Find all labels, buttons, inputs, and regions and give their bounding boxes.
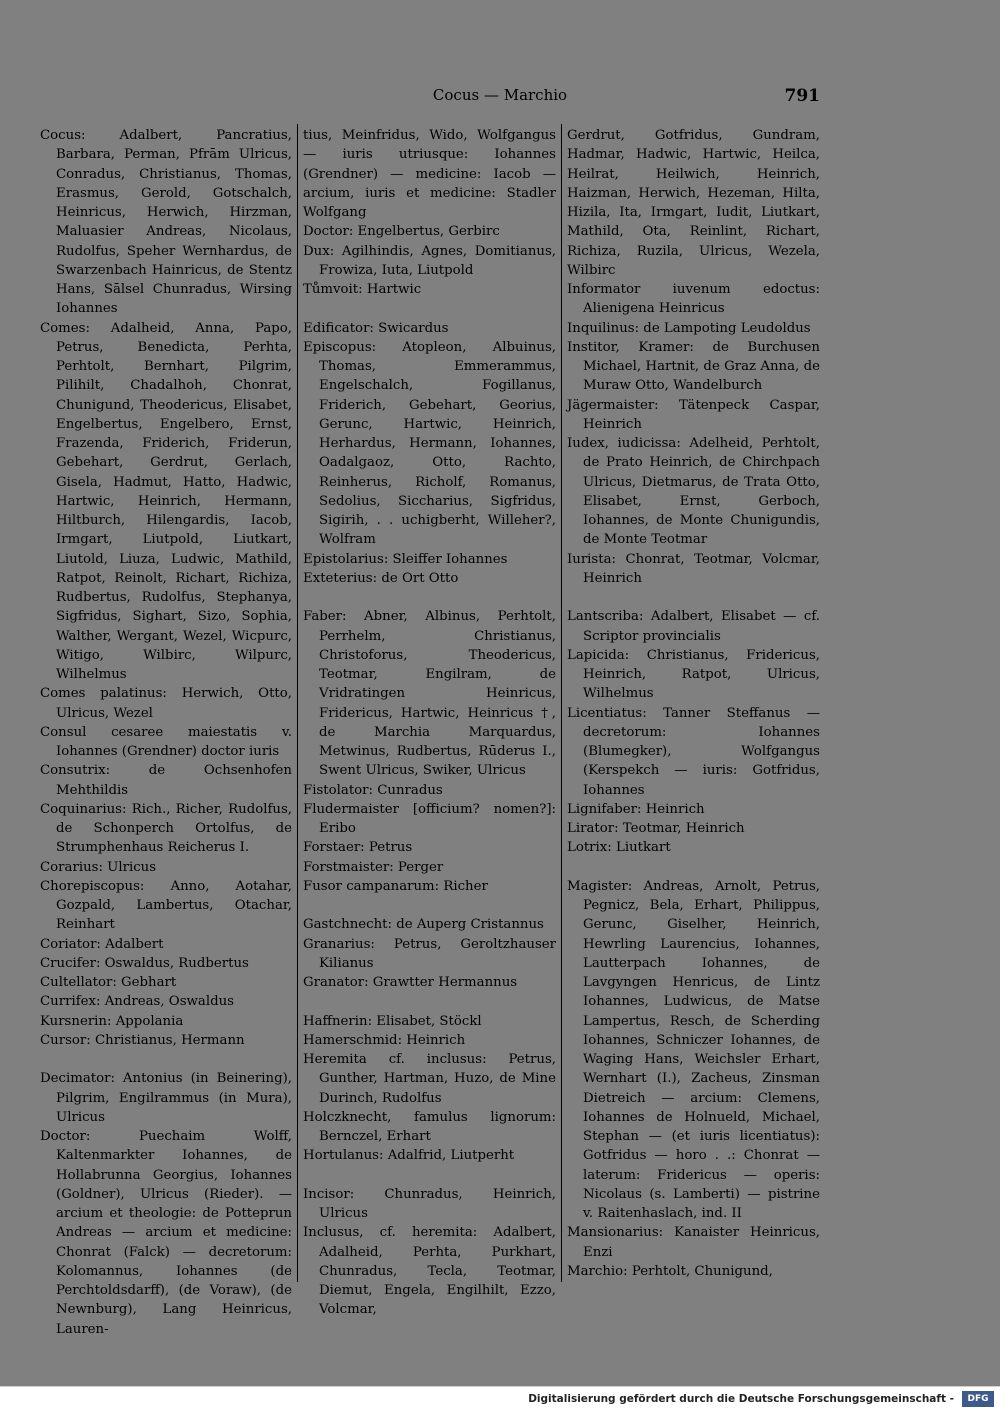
index-entry: Cursor: Christianus, Hermann	[40, 1032, 245, 1048]
index-entry: Lantscriba: Adalbert, Elisabet — cf. Scriptor provincialis	[567, 609, 820, 644]
index-entry: Cultellator: Gebhart	[40, 975, 177, 990]
index-entry: Corarius: Ulricus	[40, 859, 157, 875]
index-entry: Comes palatinus: Herwich, Otto, Ulricus, Wezel	[40, 686, 292, 721]
index-entry: Iudex, iudicissa: Adelheid, Perhtolt, de Prato Heinrich, de Chirchpach Ulricus, Dietmarus, de Trata Otto, Elisabet, Ernst, Gerboch, Iohannes, de Monte Chunigundis, de Monte Teotmar	[567, 436, 820, 548]
index-entry: Haffnerin: Elisabet, Stöckl	[303, 1013, 482, 1029]
index-entry: Fusor campanarum: Richer	[303, 878, 488, 894]
running-head: Cocus — Marchio	[432, 86, 568, 104]
index-entry: Chorepiscopus: Anno, Aotahar, Gozpald, Lambertus, Otachar, Reinhart	[40, 878, 292, 933]
index-entry: Epistolarius: Sleiffer Iohannes	[303, 551, 508, 567]
funding-notice: Digitalisierung gefördert durch die Deutsche Forschungsgemeinschaft -	[528, 1393, 954, 1405]
index-entry: Fludermaister [officium? nomen?]: Eribo	[303, 801, 556, 836]
index-column-2	[303, 126, 556, 1320]
index-column-3	[567, 126, 820, 1281]
column-rule-2	[561, 124, 562, 1282]
index-entry: Granarius: Petrus, Geroltzhauser Kilianus	[303, 936, 556, 971]
index-entry: Doctor: Puechaim Wolff, Kaltenmarkter Iohannes, de Hollabrunna Georgius, Iohannes (Goldner), Ulricus (Rieder). — arcium et theologie: de Potteprun Andreas — arcium et medicine: Chonrat (Falck) — decretorum: Kolomannus, Iohannes (de Perchtoldsdarff), (de Voraw), (de Newnburg), Lang Heinricus, Lauren-	[40, 1129, 292, 1337]
index-entry: Comes: Adalheid, Anna, Papo, Petrus, Benedicta, Perhta, Perhtolt, Bernhart, Pilgrim, Pilihilt, Chadalhoh, Chonrat, Chunigund, Theodericus, Elisabet, Engelbertus, Engelbero, Ernst, Frazenda, Friderich, Friderun, Gebehart, Gerdrut, Gerlach, Gisela, Hadmut, Hatto, Hadwic, Hartwic, Heinrich, Hermann, Hiltburch, Hilengardis, Iacob, Irmgart, Liutpold, Liutkart, Liutold, Liuza, Ludwic, Mathild, Ratpot, Reinolt, Richart, Richiza, Rudbertus, Rudolfus, Stephanya, Sigfridus, Sighart, Sizo, Sophia, Walther, Wergant, Wezel, Wicpurc, Witigo, Wilbirc, Wilpurc, Wilhelmus	[40, 320, 292, 682]
index-entry: Magister: Andreas, Arnolt, Petrus, Pegnicz, Bela, Erhart, Philippus, Gerunc, Giselher, Heinrich, Hewrling Laurencius, Iohannes, Lautterpach Iohannes, de Lavgyngen Henricus, de Lintz Iohannes, Ludwicus, de Matse Lampertus, Resch, de Scherding Iohannes, Schniczer Iohannes, de Waging Hans, Weichsler Erhart, Wernhart (I.), Zacheus, Zinsman Dietreich — arcium: Clemens, Iohannes de Holnueld, Michael, Stephan — (et iuris licentiatus): Gotfridus — horo . .: Chonrat — laterum: Fridericus — operis: Nicolaus (s. Lamberti) — pistrine v. Raitenhaslach, ind. II	[567, 878, 820, 1221]
index-entry: Forstmaister: Perger	[303, 859, 444, 875]
index-entry: Decimator: Antonius (in Beinering), Pilgrim, Engilrammus (in Mura), Ulricus	[40, 1071, 292, 1125]
index-entry: Tůmvoit: Hartwic	[303, 282, 422, 297]
index-entry: Fistolator: Cunradus	[303, 782, 443, 798]
index-entry: tius, Meinfridus, Wido, Wolfgangus — iuris utriusque: Iohannes (Grendner) — medicine: Iacob — arcium, iuris et medicine: Stadler Wolfgang	[303, 128, 556, 220]
footer-bar	[0, 1386, 1000, 1412]
index-entry: Inquilinus: de Lampoting Leudoldus	[567, 320, 811, 336]
dfg-logo: DFG	[962, 1391, 994, 1407]
index-entry: Doctor: Engelbertus, Gerbirc	[303, 224, 500, 240]
column-rule-1	[297, 124, 298, 1282]
index-entry: Mansionarius: Kanaister Heinricus, Enzi	[567, 1225, 820, 1260]
index-entry: Lapicida: Christianus, Fridericus, Heinrich, Ratpot, Ulricus, Wilhelmus	[567, 647, 820, 702]
index-entry: Inclusus, cf. heremita: Adalbert, Adalheid, Perhta, Purkhart, Chunradus, Tecla, Teotmar, Diemut, Engela, Engilhilt, Ezzo, Volcmar,	[303, 1225, 556, 1318]
index-entry: Kursnerin: Appolania	[40, 1013, 184, 1029]
index-column-1	[40, 126, 292, 1339]
index-entry: Crucifer: Oswaldus, Rudbertus	[40, 955, 249, 971]
index-entry: Episcopus: Atopleon, Albuinus, Thomas, Emmerammus, Engelschalch, Fogillanus, Friderich, Gebehart, Georius, Gerunc, Hartwic, Heinrich, Herhardus, Hermann, Iohannes, Oadalgaoz, Otto, Rachto, Reinherus, Richolf, Romanus, Sedolius, Siccharius, Sigfridus, Sigirih, . . uchigberht, Willeher?, Wolfram	[303, 339, 556, 548]
index-entry: Marchio: Perhtolt, Chunigund,	[567, 1263, 773, 1279]
page-number: 791	[784, 86, 820, 106]
index-entry: Holczknecht, famulus lignorum: Bernczel, Erhart	[303, 1109, 556, 1144]
index-entry: Informator iuvenum edoctus: Alienigena Heinricus	[567, 282, 820, 317]
index-entry: Institor, Kramer: de Burchusen Michael, Hartnit, de Graz Anna, de Muraw Otto, Wandelburch	[567, 339, 820, 394]
index-entry: Licentiatus: Tanner Steffanus — decretorum: Iohannes (Blumegker), Wolfgangus (Kerspekch — iuris: Gotfridus, Iohannes	[567, 705, 820, 798]
index-entry: Forstaer: Petrus	[303, 840, 413, 856]
index-entry: Lignifaber: Heinrich	[567, 801, 705, 817]
index-entry: Gerdrut, Gotfridus, Gundram, Hadmar, Hadwic, Hartwic, Heilca, Heilrat, Heilwich, Heinrich, Haizman, Herwich, Hezeman, Hilta, Hizila, Ita, Irmgart, Iudit, Liutkart, Mathild, Ota, Reinlint, Richart, Richiza, Ruzila, Ulricus, Wezela, Wilbirc	[567, 128, 820, 278]
index-entry: Hortulanus: Adalfrid, Liutperht	[303, 1148, 515, 1164]
index-entry: Cocus: Adalbert, Pancratius, Barbara, Perman, Pfrām Ulricus, Conradus, Christianus, Thomas, Erasmus, Gerold, Gotschalch, Heinricus, Herwich, Hirzman, Maluasier Andreas, Nicolaus, Rudolfus, Speher Wernhardus, de Swarzenbach Hainricus, de Stentz Hans, Sālsel Chunradus, Wirsing Iohannes	[40, 128, 292, 317]
index-entry: Edificator: Swicardus	[303, 320, 449, 336]
index-entry: Gastchnecht: de Auperg Cristannus	[303, 917, 544, 933]
index-entry: Jägermaister: Tätenpeck Caspar, Heinrich	[567, 397, 820, 432]
index-entry: Lirator: Teotmar, Heinrich	[567, 821, 745, 836]
index-entry: Incisor: Chunradus, Heinrich, Ulricus	[303, 1186, 556, 1221]
index-entry: Hamerschmid: Heinrich	[303, 1032, 466, 1048]
index-entry: Iurista: Chonrat, Teotmar, Volcmar, Heinrich	[567, 551, 820, 586]
index-entry: Faber: Abner, Albinus, Perhtolt, Perrhelm, Christianus, Christoforus, Theodericus, Teotmar, Engilram, de Vridratingen Heinricus, Fridericus, Hartwic, Heinricus †, de Marchia Marquardus, Metwinus, Rudbertus, Rūderus I., Swent Ulricus, Swiker, Ulricus	[303, 609, 556, 779]
index-entry: Consutrix: de Ochsenhofen Mehthildis	[40, 763, 292, 798]
index-entry: Lotrix: Liutkart	[567, 840, 671, 856]
index-entry: Coquinarius: Rich., Richer, Rudolfus, de Schonperch Ortolfus, de Strumphenhaus Reicherus I.	[40, 801, 292, 856]
index-entry: Consul cesaree maiestatis v. Iohannes (Grendner) doctor iuris	[40, 724, 292, 759]
index-entry: Dux: Agilhindis, Agnes, Domitianus, Frowiza, Iuta, Liutpold	[303, 243, 556, 278]
index-entry: Heremita cf. inclusus: Petrus, Gunther, Hartman, Huzo, de Mine Durinch, Rudolfus	[303, 1052, 556, 1106]
index-entry: Coriator: Adalbert	[40, 936, 164, 952]
index-entry: Exteterius: de Ort Otto	[303, 570, 459, 586]
index-entry: Granator: Grawtter Hermannus	[303, 975, 518, 990]
index-entry: Currifex: Andreas, Oswaldus	[40, 994, 234, 1010]
